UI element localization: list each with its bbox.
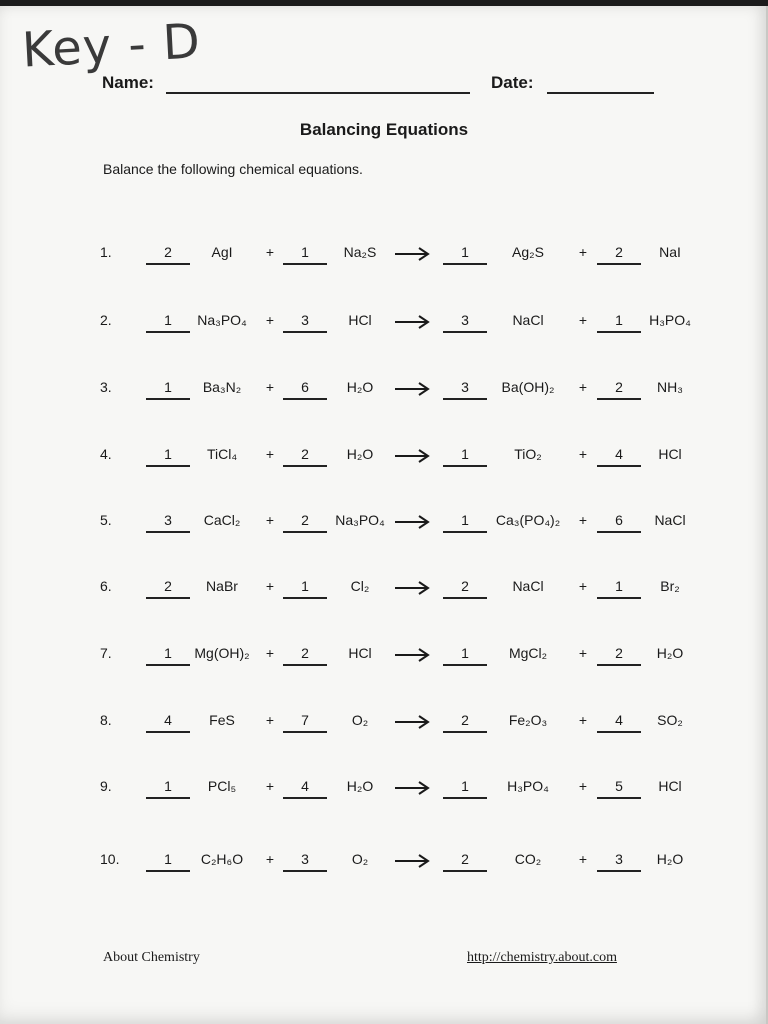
product-1-coefficient[interactable]: 3 [443, 309, 487, 333]
date-label: Date: [491, 73, 534, 92]
reactant-1-formula: PCl₅ [207, 778, 237, 794]
plus-sign: + [578, 312, 588, 328]
plus-sign: + [578, 244, 588, 260]
product-1-coefficient[interactable]: 1 [443, 443, 487, 467]
name-label: Name: [102, 73, 154, 92]
product-2-formula: SO₂ [657, 712, 683, 728]
reactant-1-coefficient[interactable]: 1 [146, 775, 190, 799]
right-arrow-icon [393, 513, 433, 535]
plus-sign: + [265, 712, 275, 728]
right-arrow-icon [393, 852, 433, 874]
reactant-2-coefficient[interactable]: 7 [283, 709, 327, 733]
footer-link[interactable]: http://chemistry.about.com [467, 950, 617, 965]
plus-sign: + [578, 851, 588, 867]
plus-sign: + [265, 244, 275, 260]
reactant-1-formula: Na₃PO₄ [197, 312, 247, 328]
product-2-coefficient[interactable]: 4 [597, 709, 641, 733]
product-2-coefficient[interactable]: 2 [597, 376, 641, 400]
reactant-2-formula: H₂O [346, 379, 374, 395]
plus-sign: + [265, 312, 275, 328]
product-2-formula: NaI [659, 244, 681, 260]
instructions: Balance the following chemical equations. [103, 161, 363, 177]
product-2-coefficient[interactable]: 1 [597, 309, 641, 333]
reactant-2-coefficient[interactable]: 3 [283, 309, 327, 333]
reactant-2-formula: HCl [348, 312, 372, 328]
reactant-1-formula: Ba₃N₂ [202, 379, 242, 395]
product-1-formula: NaCl [512, 578, 544, 594]
reactant-1-coefficient[interactable]: 2 [146, 575, 190, 599]
product-1-formula: Ca₃(PO₄)₂ [495, 512, 561, 528]
reactant-2-formula: O₂ [351, 851, 369, 867]
product-1-formula: TiO₂ [514, 446, 542, 462]
equation-row [0, 709, 768, 741]
reactant-1-coefficient[interactable]: 1 [146, 309, 190, 333]
date-line [547, 92, 654, 94]
reactant-2-formula: H₂O [346, 446, 374, 462]
reactant-2-formula: Na₂S [343, 244, 377, 260]
plus-sign: + [578, 578, 588, 594]
reactant-2-coefficient[interactable]: 3 [283, 848, 327, 872]
reactant-2-formula: Na₃PO₄ [335, 512, 385, 528]
plus-sign: + [578, 645, 588, 661]
name-line [166, 92, 470, 94]
handwritten-key-label: Key - D [20, 13, 203, 79]
plus-sign: + [578, 446, 588, 462]
right-arrow-icon [393, 579, 433, 601]
plus-sign: + [578, 379, 588, 395]
right-arrow-icon [393, 313, 433, 335]
equation-number: 6. [100, 578, 112, 594]
product-1-coefficient[interactable]: 1 [443, 241, 487, 265]
product-2-formula: NH₃ [657, 379, 683, 395]
plus-sign: + [265, 578, 275, 594]
plus-sign: + [265, 379, 275, 395]
equation-row [0, 642, 768, 674]
product-1-formula: Ag₂S [512, 244, 544, 260]
product-1-coefficient[interactable]: 3 [443, 376, 487, 400]
plus-sign: + [265, 446, 275, 462]
reactant-2-coefficient[interactable]: 1 [283, 575, 327, 599]
product-2-formula: H₃PO₄ [649, 312, 691, 328]
reactant-1-coefficient[interactable]: 1 [146, 848, 190, 872]
product-2-formula: Br₂ [660, 578, 680, 594]
reactant-1-coefficient[interactable]: 4 [146, 709, 190, 733]
reactant-1-formula: NaBr [206, 578, 238, 594]
product-1-coefficient[interactable]: 1 [443, 775, 487, 799]
product-2-coefficient[interactable]: 6 [597, 509, 641, 533]
product-1-formula: Ba(OH)₂ [501, 379, 555, 395]
product-1-formula: H₃PO₄ [507, 778, 549, 794]
product-2-coefficient[interactable]: 2 [597, 642, 641, 666]
right-arrow-icon [393, 713, 433, 735]
reactant-2-coefficient[interactable]: 6 [283, 376, 327, 400]
plus-sign: + [578, 512, 588, 528]
reactant-1-coefficient[interactable]: 3 [146, 509, 190, 533]
reactant-1-formula: C₂H₆O [200, 851, 244, 867]
product-1-formula: NaCl [512, 312, 544, 328]
plus-sign: + [578, 778, 588, 794]
product-1-formula: Fe₂O₃ [508, 712, 548, 728]
reactant-1-coefficient[interactable]: 2 [146, 241, 190, 265]
reactant-1-formula: FeS [209, 712, 235, 728]
footer-source: About Chemistry [103, 950, 200, 965]
reactant-1-formula: CaCl₂ [203, 512, 241, 528]
right-arrow-icon [393, 380, 433, 402]
page-title: Balancing Equations [299, 120, 469, 139]
equation-number: 10. [100, 851, 120, 867]
reactant-1-formula: AgI [211, 244, 233, 260]
equation-row [0, 309, 768, 341]
plus-sign: + [265, 645, 275, 661]
equation-number: 3. [100, 379, 112, 395]
reactant-2-formula: H₂O [346, 778, 374, 794]
product-2-formula: H₂O [656, 851, 684, 867]
reactant-2-coefficient[interactable]: 2 [283, 642, 327, 666]
equation-number: 1. [100, 244, 112, 260]
equation-row [0, 241, 768, 273]
product-2-coefficient[interactable]: 3 [597, 848, 641, 872]
equation-number: 8. [100, 712, 112, 728]
reactant-2-formula: Cl₂ [350, 578, 370, 594]
equation-row [0, 376, 768, 408]
reactant-2-coefficient[interactable]: 4 [283, 775, 327, 799]
plus-sign: + [578, 712, 588, 728]
reactant-2-coefficient[interactable]: 2 [283, 509, 327, 533]
product-2-formula: H₂O [656, 645, 684, 661]
equation-row [0, 848, 768, 880]
equation-number: 7. [100, 645, 112, 661]
equation-number: 9. [100, 778, 112, 794]
right-arrow-icon [393, 779, 433, 801]
reactant-2-coefficient[interactable]: 1 [283, 241, 327, 265]
reactant-1-coefficient[interactable]: 1 [146, 443, 190, 467]
reactant-2-coefficient[interactable]: 2 [283, 443, 327, 467]
equation-row [0, 443, 768, 475]
product-1-coefficient[interactable]: 1 [443, 509, 487, 533]
reactant-1-formula: Mg(OH)₂ [194, 645, 250, 661]
product-2-formula: HCl [658, 446, 682, 462]
worksheet-page [0, 6, 768, 1024]
reactant-1-formula: TiCl₄ [206, 446, 238, 462]
product-1-formula: CO₂ [514, 851, 542, 867]
equation-row [0, 509, 768, 541]
product-1-coefficient[interactable]: 2 [443, 709, 487, 733]
right-arrow-icon [393, 245, 433, 267]
plus-sign: + [265, 851, 275, 867]
reactant-1-coefficient[interactable]: 1 [146, 642, 190, 666]
product-2-coefficient[interactable]: 4 [597, 443, 641, 467]
right-arrow-icon [393, 646, 433, 668]
right-arrow-icon [393, 447, 433, 469]
product-2-formula: HCl [658, 778, 682, 794]
reactant-1-coefficient[interactable]: 1 [146, 376, 190, 400]
product-1-formula: MgCl₂ [508, 645, 548, 661]
reactant-2-formula: HCl [348, 645, 372, 661]
equation-number: 5. [100, 512, 112, 528]
plus-sign: + [265, 512, 275, 528]
product-1-coefficient[interactable]: 1 [443, 642, 487, 666]
product-2-coefficient[interactable]: 5 [597, 775, 641, 799]
product-2-formula: NaCl [654, 512, 686, 528]
equation-number: 2. [100, 312, 112, 328]
product-1-coefficient[interactable]: 2 [443, 575, 487, 599]
product-1-coefficient[interactable]: 2 [443, 848, 487, 872]
plus-sign: + [265, 778, 275, 794]
equation-row [0, 775, 768, 807]
product-2-coefficient[interactable]: 1 [597, 575, 641, 599]
equation-number: 4. [100, 446, 112, 462]
product-2-coefficient[interactable]: 2 [597, 241, 641, 265]
equation-row [0, 575, 768, 607]
reactant-2-formula: O₂ [351, 712, 369, 728]
